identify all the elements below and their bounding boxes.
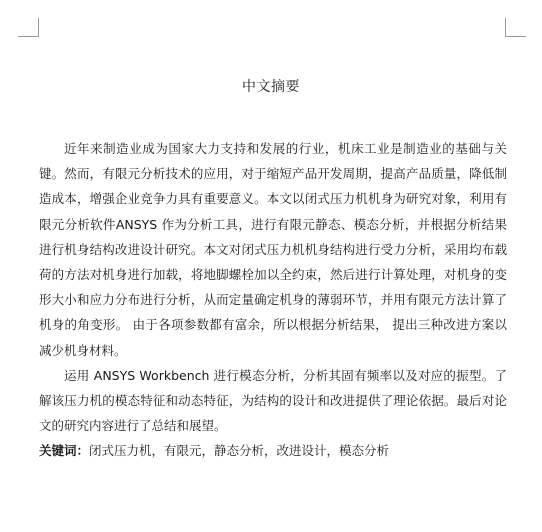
- page-title: 中文摘要: [242, 79, 300, 95]
- keywords-label: 关键词：: [39, 443, 90, 458]
- keywords-line: [39, 440, 507, 462]
- abstract-paragraph-2: 运用 ANSYS Workbench 进行模态分析，分析其固有频率以及对应的振型。了解该压力机的模态特征和动态特征，为结构的设计和改进提供了理论依据。最后对论文的研究内容进行了总结和展望。: [39, 367, 507, 434]
- keywords-text: 闭式压力机，有限元，静态分析，改进设计，模态分析: [89, 443, 390, 458]
- crop-mark-top-right: [505, 18, 526, 37]
- abstract-paragraph-1: 近年来制造业成为国家大力支持和发展的行业，机床工业是制造业的基础与关键。然而，有限元分析技术的应用，对于缩短产品开发周期，提高产品质量，降低制造成本，增强企业竞争力具有重要意义。本文以闭式压力机机身为研究对象，利用有限元分析软件ANSYS 作为分析工具，进行有限元静态、模态分析，并根据分析结果进行机身结构改进设计研究。本文对闭式压力机机身结构进行受力分析，采用均布载荷的方法对机身进行加载，将地脚螺栓加以全约束，然后进行计算处理，对机身的变形大小和应力分布进行分析，从而定量确定机身的薄弱环节，并用有限元方法计算了机身的角变形。 由于各项参数都有富余，所以根据分析结果， 提出三种改进方案以减少机身材料。: [39, 141, 507, 358]
- abstract-body: [39, 136, 507, 438]
- crop-mark-top-left: [18, 18, 39, 37]
